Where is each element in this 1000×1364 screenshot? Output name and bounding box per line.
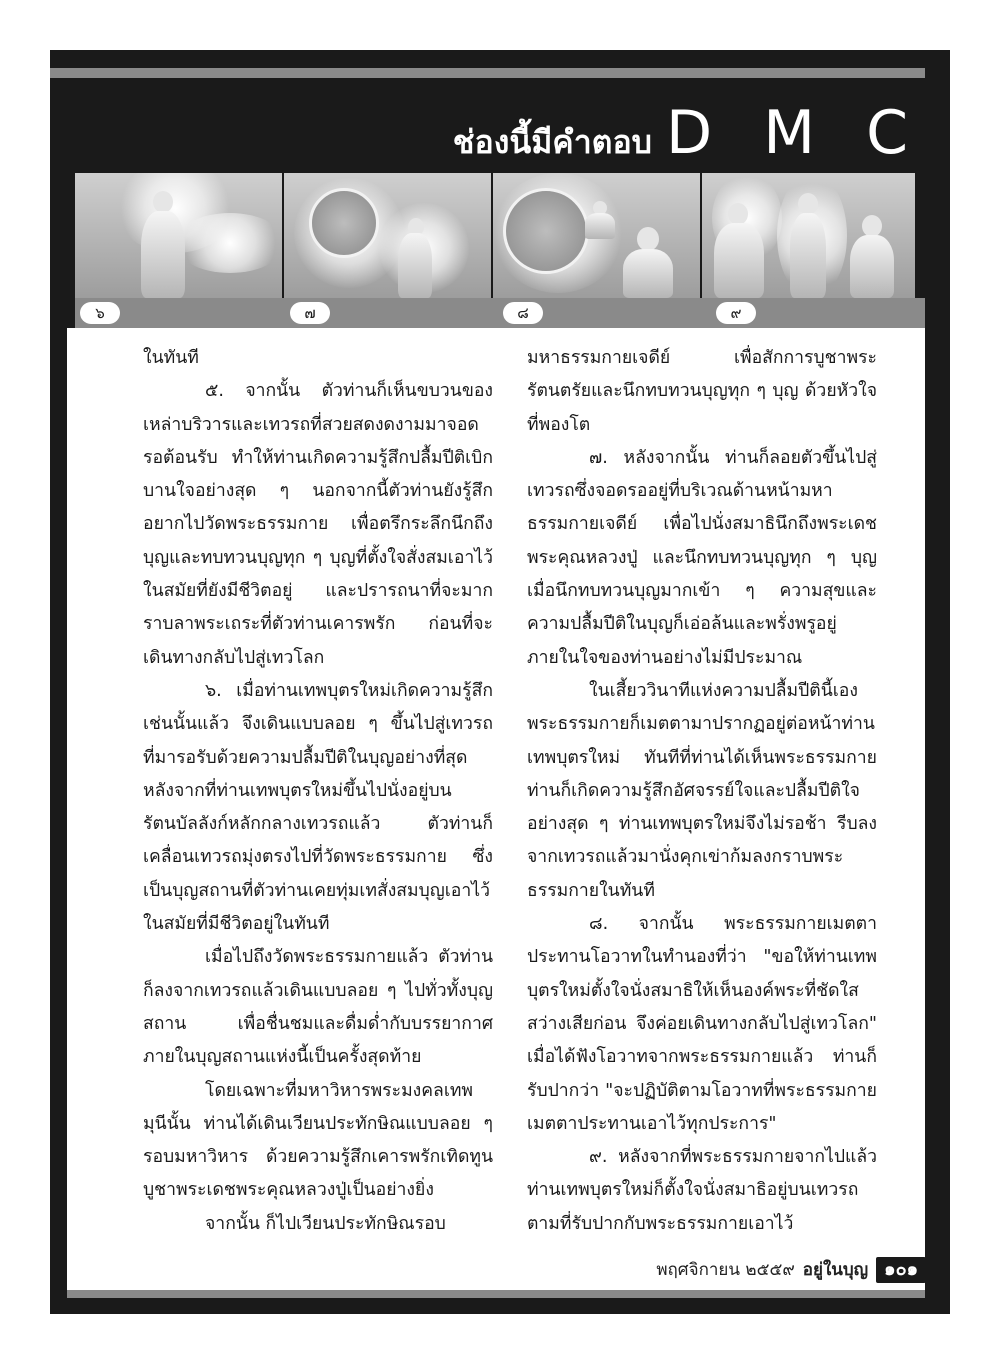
photo-strip	[75, 173, 917, 298]
photo-number-8: ๘	[503, 302, 543, 324]
photo-8	[493, 173, 700, 298]
paragraph: เมื่อไปถึงวัดพระธรรมกายแล้ว ตัวท่านก็ลงจากเทวรถแล้วเดินแบบลอย ๆ ไปทั่วทั้งบุญสถาน เพื่อชื่นชมและดื่มด่ำกับบรรยากาศภายในบุญสถานแห่งนี้เป็นครั้งสุดท้าย	[143, 947, 493, 1068]
photo-number-band	[75, 298, 925, 328]
paragraph: ๙. หลังจากที่พระธรรมกายจากไปแล้ว ท่านเทพบุตรใหม่ก็ตั้งใจนั่งสมาธิอยู่บนเทวรถตามที่รับปากกับพระธรรมกายเอาไว้	[527, 1147, 877, 1234]
photo-number-9: ๙	[716, 302, 756, 324]
photo-7	[284, 173, 491, 298]
column-title	[453, 98, 924, 168]
column-title-thai: ช่องนี้มีคำตอบ	[452, 123, 652, 161]
page-footer	[656, 1256, 926, 1283]
paragraph: มหาธรรมกายเจดีย์ เพื่อสักการบูชาพระรัตนตรัยและนึกทบทวนบุญทุก ๆ บุญ ด้วยหัวใจที่พองโต	[527, 348, 877, 435]
issue-date: พฤศจิกายน ๒๕๕๙	[656, 1260, 795, 1280]
photo-number-7: ๗	[290, 302, 330, 324]
paragraph: ๘. จากนั้น พระธรรมกายเมตตาประทานโอวาทในทำนองที่ว่า "ขอให้ท่านเทพบุตรใหม่ตั้งใจนั่งสมาธิให้เห็นองค์พระที่ชัดใสสว่างเสียก่อน จึงค่อยเดินทางกลับไปสู่เทวโลก" เมื่อได้ฟังโอวาทจากพระธรรมกายแล้ว ท่านก็รับปากว่า "จะปฏิบัติตามโอวาทที่พระธรรมกายเมตตาประทานเอาไว้ทุกประการ"	[527, 914, 877, 1134]
paragraph: โดยเฉพาะที่มหาวิหารพระมงคลเทพมุนีนั้น ท่านได้เดินเวียนประทักษิณแบบลอย ๆ รอบมหาวิหาร ด้วยความรู้สึกเคารพรักเทิดทูนบูชาพระเดชพระคุณหลวงปู่เป็นอย่างยิ่ง	[143, 1080, 493, 1201]
paragraph: จากนั้น ก็ไปเวียนประทักษิณรอบ	[205, 1213, 446, 1234]
magazine-name: อยู่ในบุญ	[802, 1260, 869, 1280]
paragraph: ในเสี้ยววินาทีแห่งความปลื้มปีตินี้เอง พระธรรมกายก็เมตตามาปรากฏอยู่ต่อหน้าท่านเทพบุตรใหม่ ทันทีที่ท่านได้เห็นพระธรรมกาย ท่านก็เกิดความรู้สึกอัศจรรย์ใจและปลื้มปีติใจอย่างสุด ๆ ท่านเทพบุตรใหม่จึงไม่รอช้า รีบลงจากเทวรถแล้วมานั่งคุกเข่าก้มลงกราบพระธรรมกายในทันที	[527, 680, 877, 901]
column-title-dmc: D M C	[665, 98, 924, 168]
photo-9	[702, 173, 915, 298]
paragraph: ในทันที	[143, 348, 199, 368]
top-gray-band	[50, 68, 925, 78]
photo-number-6: ๖	[80, 302, 120, 324]
paragraph: ๖. เมื่อท่านเทพบุตรใหม่เกิดความรู้สึกเช่นนั้นแล้ว จึงเดินแบบลอย ๆ ขึ้นไปสู่เทวรถที่มารอรับด้วยความปลื้มปีติในบุญอย่างที่สุด หลังจากที่ท่านเทพบุตรใหม่ขึ้นไปนั่งอยู่บนรัตนบัลลังก์หลักกลางเทวรถแล้ว ตัวท่านก็เคลื่อนเทวรถมุ่งตรงไปที่วัดพระธรรมกาย ซึ่งเป็นบุญสถานที่ตัวท่านเคยทุ่มเทสั่งสมบุญเอาไว้ในสมัยที่มีชีวิตอยู่ในทันที	[143, 680, 493, 935]
article-left-column	[143, 342, 493, 1241]
bottom-gray-band	[67, 1290, 925, 1298]
article-right-column	[527, 342, 877, 1241]
photo-6	[75, 173, 282, 298]
page-number: ๑๐๑	[876, 1257, 926, 1283]
paragraph: ๗. หลังจากนั้น ท่านก็ลอยตัวขึ้นไปสู่เทวรถซึ่งจอดรออยู่ที่บริเวณด้านหน้ามหาธรรมกายเจดีย์ เพื่อไปนั่งสมาธินึกถึงพระเดชพระคุณหลวงปู่ และนึกทบทวนบุญทุก ๆ บุญ เมื่อนึกทบทวนบุญมากเข้า ๆ ความสุขและความปลื้มปีติในบุญก็เอ่อล้นและพรั่งพรูอยู่ภายในใจของท่านอย่างไม่มีประมาณ	[527, 447, 877, 668]
paragraph: ๕. จากนั้น ตัวท่านก็เห็นขบวนของเหล่าบริวารและเทวรถที่สวยสดงดงามมาจอดรอต้อนรับ ทำให้ท่านเกิดความรู้สึกปลื้มปีติเบิกบานใจอย่างสุด ๆ นอกจากนี้ตัวท่านยังรู้สึกอยากไปวัดพระธรรมกาย เพื่อตรึกระลึกนึกถึงบุญและทบทวนบุญทุก ๆ บุญที่ตั้งใจสั่งสมเอาไว้ในสมัยที่ยังมีชีวิตอยู่ และปรารถนาที่จะมากราบลาพระเถระที่ตัวท่านเคารพรัก ก่อนที่จะเดินทางกลับไปสู่เทวโลก	[143, 381, 493, 668]
